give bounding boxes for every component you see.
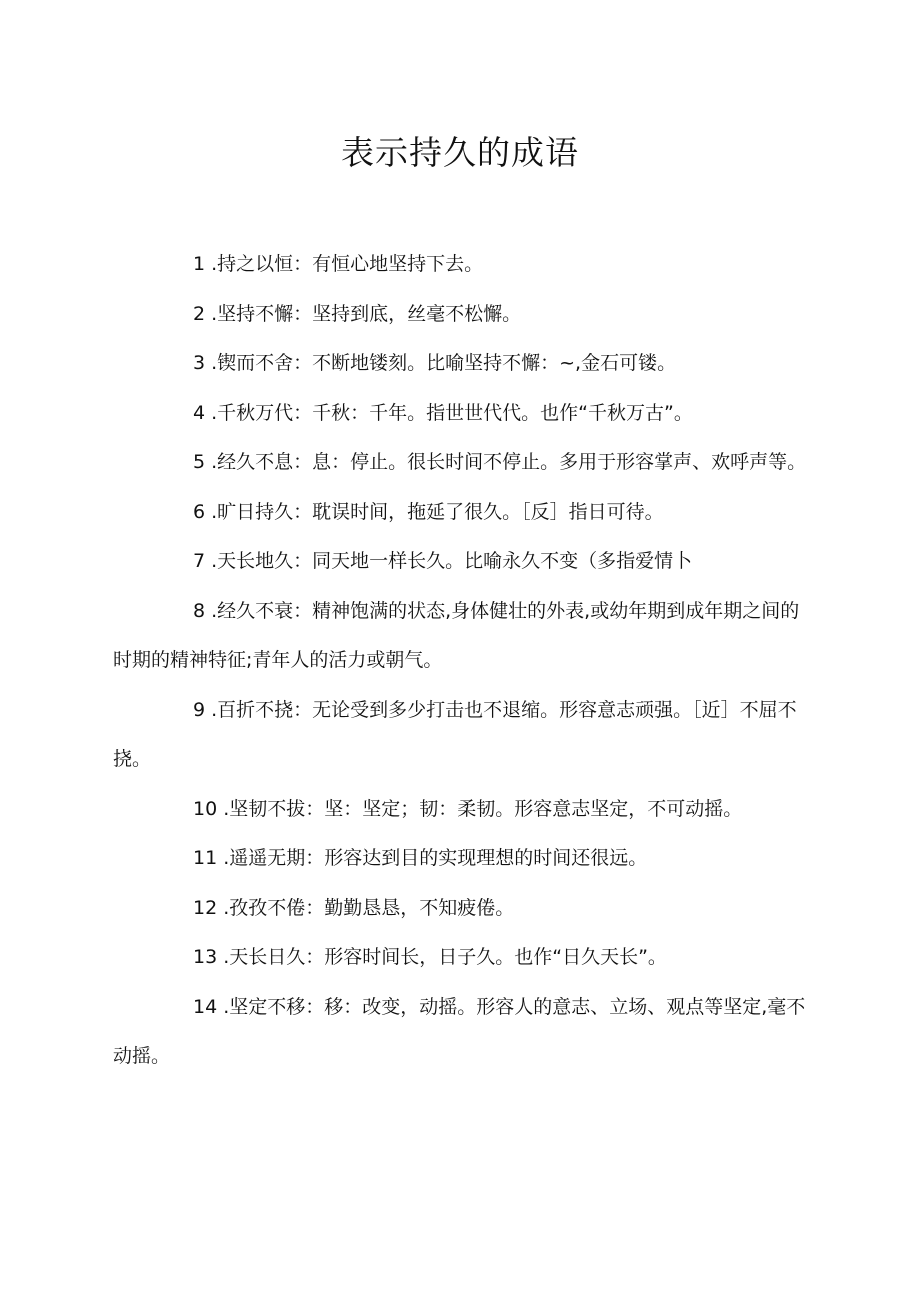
list-item [113, 537, 815, 587]
item-number: 14 [193, 995, 218, 1018]
list-item [113, 290, 815, 340]
item-text: .经久不衰：精神饱满的状态,身体健壮的外表,或幼年期到成年期之间的时期的精神特征;青年人的活力或朝气。 [113, 599, 800, 671]
item-text: .孜孜不倦：勤勤恳恳，不知疲倦。 [223, 896, 515, 919]
list-item [113, 438, 815, 488]
list-item [113, 686, 815, 785]
item-number: 9 [193, 698, 206, 721]
item-text: .坚定不移：移：改变，动摇。形容人的意志、立场、观点等坚定,毫不动摇。 [113, 995, 806, 1067]
item-text: .旷日持久：耽误时间，拖延了很久。［反］指日可待。 [211, 500, 664, 523]
list-item [113, 339, 815, 389]
item-number: 6 [193, 500, 206, 523]
list-item [113, 834, 815, 884]
item-text: .坚韧不拔：坚：坚定；韧：柔韧。形容意志坚定，不可动摇。 [223, 797, 743, 820]
item-text: .百折不挠：无论受到多少打击也不退缩。形容意志顽强。［近］不屈不挠。 [113, 698, 797, 770]
list-item [113, 785, 815, 835]
item-number: 3 [193, 352, 206, 374]
item-text: .持之以恒：有恒心地坚持下去。 [211, 253, 484, 275]
item-number: 8 [193, 599, 206, 622]
item-text: .千秋万代：千秋：千年。指世世代代。也作“千秋万古”。 [211, 401, 693, 424]
item-number: 10 [193, 797, 218, 820]
list-item [113, 240, 815, 290]
item-number: 7 [193, 550, 206, 572]
item-number: 4 [193, 401, 206, 424]
item-text: .锲而不舍：不断地镂刻。比喻坚持不懈：~,金石可镂。 [211, 352, 677, 374]
item-text: .经久不息：息：停止。很长时间不停止。多用于形容掌声、欢呼声等。 [211, 451, 807, 473]
item-number: 2 [193, 302, 206, 325]
item-number: 1 [193, 253, 206, 275]
list-item [113, 983, 815, 1082]
item-number: 5 [193, 451, 206, 473]
idiom-list [113, 240, 815, 1082]
item-text: .坚持不懈：坚持到底，丝毫不松懈。 [211, 302, 522, 325]
item-number: 11 [193, 847, 218, 869]
item-text: .天长日久：形容时间长，日子久。也作“日久天长”。 [223, 946, 667, 968]
list-item [113, 488, 815, 538]
list-item [113, 389, 815, 439]
item-number: 13 [193, 946, 218, 968]
item-text: .天长地久：同天地一样长久。比喻永久不变（多指爱情卜 [211, 550, 693, 572]
item-number: 12 [193, 896, 218, 919]
list-item [113, 587, 815, 686]
list-item [113, 884, 815, 934]
list-item [113, 933, 815, 983]
item-text: .遥遥无期：形容达到目的实现理想的时间还很远。 [223, 847, 648, 869]
document-title: 表示持久的成语 [341, 133, 579, 172]
